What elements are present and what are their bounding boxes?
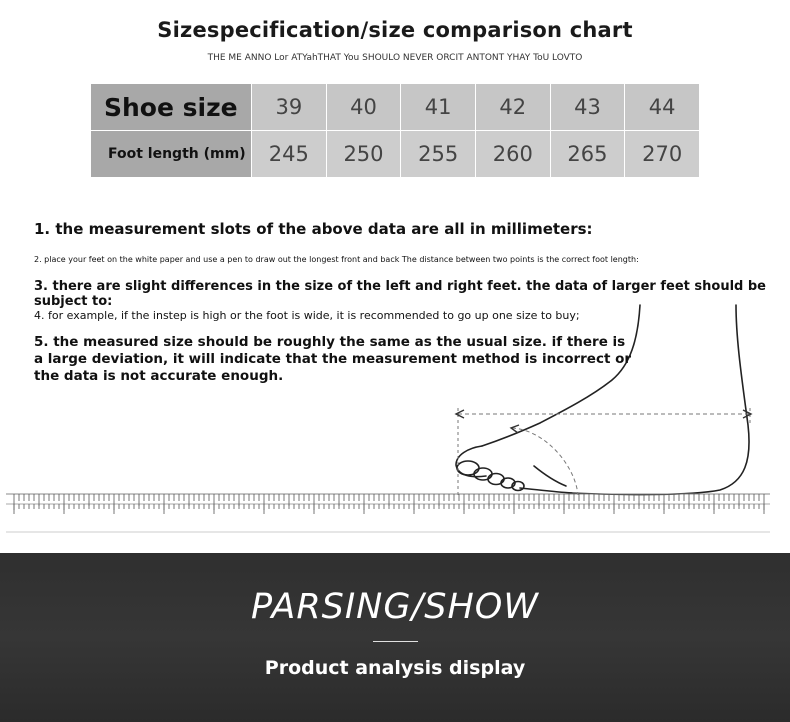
parsing-banner (0, 553, 790, 722)
ruler-icon (6, 494, 770, 532)
foot-length-cell: 260 (475, 131, 550, 178)
page-title: Sizespecification/size comparison chart (157, 18, 633, 42)
shoe-size-cell: 41 (401, 84, 476, 131)
foot-length-cell: 245 (252, 131, 327, 178)
page-subtitle: THE ME ANNO Lor ATYahTHAT You SHOULO NEVER ORCIT ANTONT YHAY ToU LOVTO (207, 53, 583, 63)
shoe-size-row (91, 84, 700, 131)
shoe-size-cell: 42 (475, 84, 550, 131)
length-guide (456, 408, 751, 495)
note-5: 5. the measured size should be roughly the same as the usual size. if there is a large deviation, it will indicate that the measurement method is incorrect or the data is not accurate enough. (34, 334, 632, 384)
banner-title: PARSING/SHOW (251, 587, 539, 627)
foot-length-cell: 265 (550, 131, 625, 178)
row-header-shoe-size: Shoe size (91, 84, 252, 131)
note-1: 1. the measurement slots of the above data are all in millimeters: (34, 220, 593, 238)
shoe-size-cell: 39 (252, 84, 327, 131)
note-4: 4. for example, if the instep is high or the foot is wide, it is recommended to go up one size to buy; (34, 309, 580, 322)
shoe-size-cell: 44 (625, 84, 700, 131)
note-2: 2. place your feet on the white paper and use a pen to draw out the longest front and back The distance between two points is the correct foot length: (34, 255, 639, 264)
size-chart-table (90, 83, 700, 178)
shoe-size-cell: 40 (326, 84, 401, 131)
note-3: 3. there are slight differences in the size of the left and right feet. the data of larger feet should be subject to: (34, 279, 766, 309)
foot-length-cell: 255 (401, 131, 476, 178)
shoe-size-cell: 43 (550, 84, 625, 131)
banner-subtitle: Product analysis display (264, 657, 526, 679)
foot-length-cell: 250 (326, 131, 401, 178)
banner-divider (373, 641, 418, 642)
row-header-foot-length: Foot length (mm) (91, 131, 252, 178)
foot-length-cell: 270 (625, 131, 700, 178)
foot-length-row (91, 131, 700, 178)
